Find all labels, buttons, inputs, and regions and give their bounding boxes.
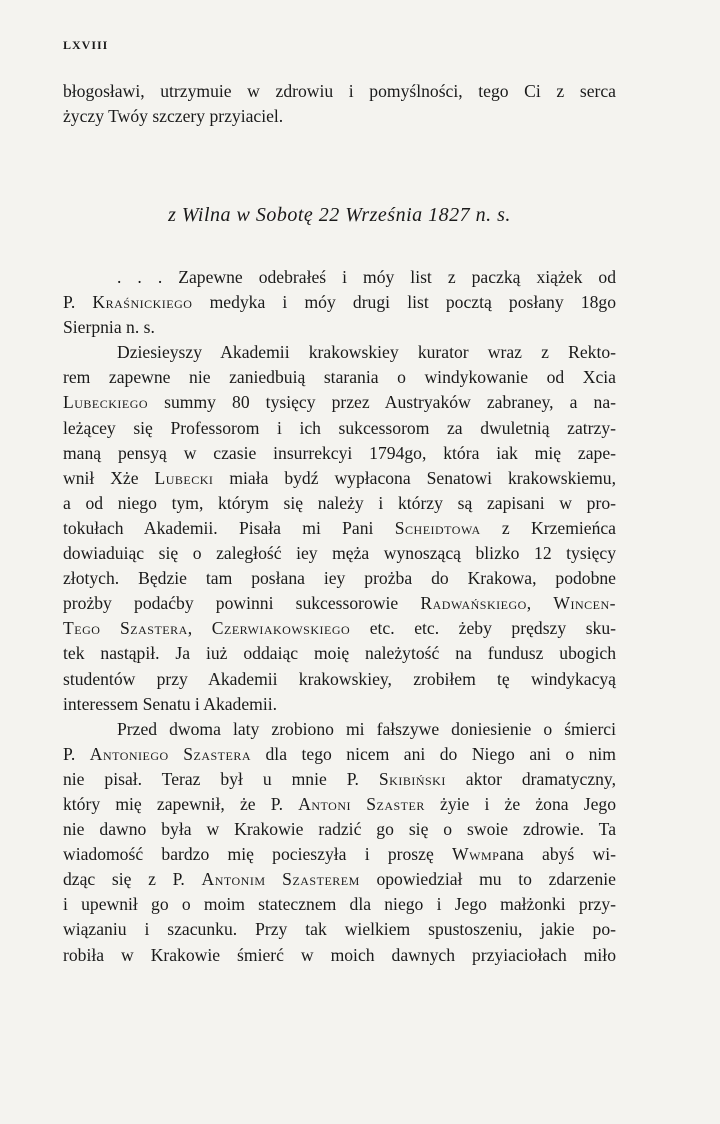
letter-dateline: z Wilna w Sobotę 22 Września 1827 n. s.: [168, 204, 511, 226]
text-line: który mię zapewnił, że P. Antoni Szaster żyie i że żona Jego: [63, 793, 617, 814]
text-line: nie pisał. Teraz był u mnie P. Skibiński aktor dramatyczny,: [63, 768, 616, 789]
text-line: maną pensyą w czasie insurrekcyi 1794go, która iak mię zape-: [63, 442, 616, 463]
text-line: a od niego tym, którym się należy i którzy są zapisani w pro-: [63, 492, 616, 513]
text-line: interessem Senatu i Akademii.: [63, 693, 278, 714]
text-line: Dziesieyszy Akademii krakowskiey kurator wraz z Rekto-: [117, 342, 616, 363]
text-line: wiązaniu i szacunku. Przy tak wielkiem spustoszeniu, jakie po-: [63, 919, 616, 940]
text-line: tek nastąpił. Ja iuż oddaiąc moię należytość na fundusz ubogich: [63, 643, 616, 664]
text-line: wiadomość bardzo mię pocieszyła i proszę Wwmpana abyś wi-: [63, 844, 616, 865]
text-line: leżącey się Professorom i ich sukcessorom za dwuletnią zatrzy-: [63, 417, 616, 438]
paragraph: [63, 265, 616, 290]
text-line: wnił Xże Lubecki miała bydź wypłacona Senatowi krakowskiemu,: [63, 467, 616, 488]
text-line: robiła w Krakowie śmierć w moich dawnych przyiaciołach miło: [63, 944, 616, 965]
text-line: studentów przy Akademii krakowskiey, zrobiłem tę windykacyą: [63, 668, 616, 689]
page-number: LXVIII: [63, 38, 109, 52]
text-line: dowiaduiąc się o zaległość iey męża wynoszącą blizko 12 tysięcy: [63, 543, 616, 564]
text-line: P. Antoniego Szastera dla tego nicem ani do Niego ani o nim: [63, 743, 616, 764]
text-line: Przed dwoma laty zrobiono mi fałszywe doniesienie o śmierci: [117, 718, 616, 739]
text-line: Lubeckiego summy 80 tysięcy przez Austryaków zabraney, a na-: [63, 392, 616, 413]
text-line: błogosławi, utrzymuie w zdrowiu i pomyślności, tego Ci z serca: [63, 81, 616, 101]
text-line: prożby podaćby powinni sukcessorowie Radwańskiego, Wincen-: [63, 593, 616, 614]
text-line: życzy Twóy szczery przyiaciel.: [63, 106, 284, 127]
text-line: P. Kraśnickiego medyka i móy drugi list pocztą posłany 18go: [63, 292, 616, 313]
paragraph: [63, 340, 616, 365]
text-line: dząc się z P. Antonim Szasterem opowiedział mu to zdarzenie: [63, 869, 616, 890]
text-line: tokułach Akademii. Pisała mi Pani Scheidtowa z Krzemieńca: [63, 517, 616, 538]
paragraph: [63, 717, 616, 742]
text-line: Tego Szastera, Czerwiakowskiego etc. etc. żeby prędszy sku-: [63, 618, 617, 639]
text-line: Sierpnia n. s.: [63, 317, 155, 338]
text-line: i upewnił go o moim statecznem dla niego i Jego małżonki przy-: [63, 894, 616, 915]
text-line: złotych. Będzie tam posłana iey prożba do Krakowa, podobne: [63, 568, 616, 589]
text-line: nie dawno była w Krakowie radzić go się o swoie zdrowie. Ta: [63, 819, 616, 840]
text-line: rem zapewne nie zaniedbuią starania o windykowanie od Xcia: [63, 367, 616, 388]
opening-passage: [63, 79, 616, 129]
text-line: . . . Zapewne odebrałeś i móy list z paczką xiążek od: [117, 267, 616, 287]
letter-body: [63, 265, 616, 968]
